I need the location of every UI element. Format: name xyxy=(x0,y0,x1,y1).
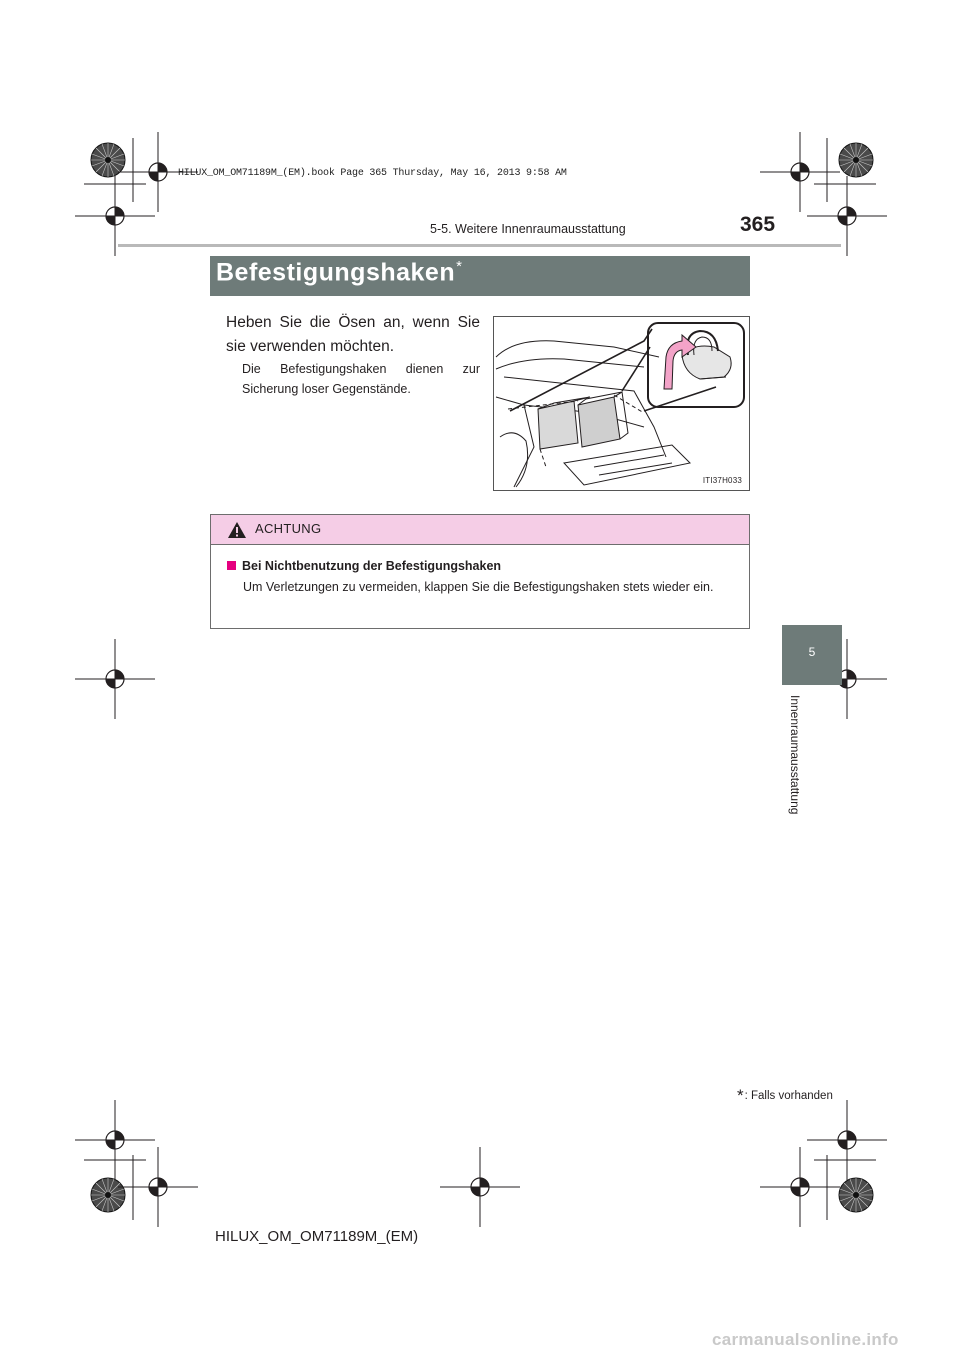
warning-title-text: Bei Nichtbenutzung der Befestigungshaken xyxy=(242,559,502,573)
warning-header xyxy=(211,515,749,545)
warning-label: ACHTUNG xyxy=(255,521,322,536)
warning-body: Um Verletzungen zu vermeiden, klappen Sie die Befestigungshaken stets wieder ein. xyxy=(243,580,714,594)
warning-box xyxy=(210,514,750,629)
page-title xyxy=(216,258,462,287)
warning-triangle-icon xyxy=(227,521,247,539)
intro-text: Heben Sie die Ösen an, wenn Sie sie verwenden möchten. xyxy=(226,314,480,355)
page-title-text: Befestigungshaken xyxy=(216,258,456,287)
truck-bed-drawing xyxy=(494,317,749,490)
page-number: 365 xyxy=(740,213,776,236)
warning-title xyxy=(227,559,501,573)
chapter-number: 5 xyxy=(808,645,816,659)
watermark: carmanualsonline.info xyxy=(712,1330,899,1349)
footnote xyxy=(737,1086,833,1106)
illustration-code: ITI37H033 xyxy=(702,476,742,485)
chapter-label: Innenraumausstattung xyxy=(788,695,802,815)
document-code: HILUX_OM_OM71189M_(EM) xyxy=(215,1228,419,1245)
section-title: 5-5. Weitere Innenraumausstattung xyxy=(430,222,626,236)
tie-down-hook-illustration xyxy=(493,316,750,491)
description-text: Die Befestigungshaken dienen zur Sicherung loser Gegenstände. xyxy=(242,362,480,396)
title-asterisk: * xyxy=(456,258,463,275)
print-info: HILUX_OM_OM71189M_(EM).book Page 365 Thursday, May 16, 2013 9:58 AM xyxy=(178,168,567,179)
warning-bullet-icon xyxy=(227,561,236,570)
footnote-asterisk: * xyxy=(737,1086,744,1105)
header-rule xyxy=(118,244,841,247)
footnote-text: : Falls vorhanden xyxy=(744,1090,833,1102)
